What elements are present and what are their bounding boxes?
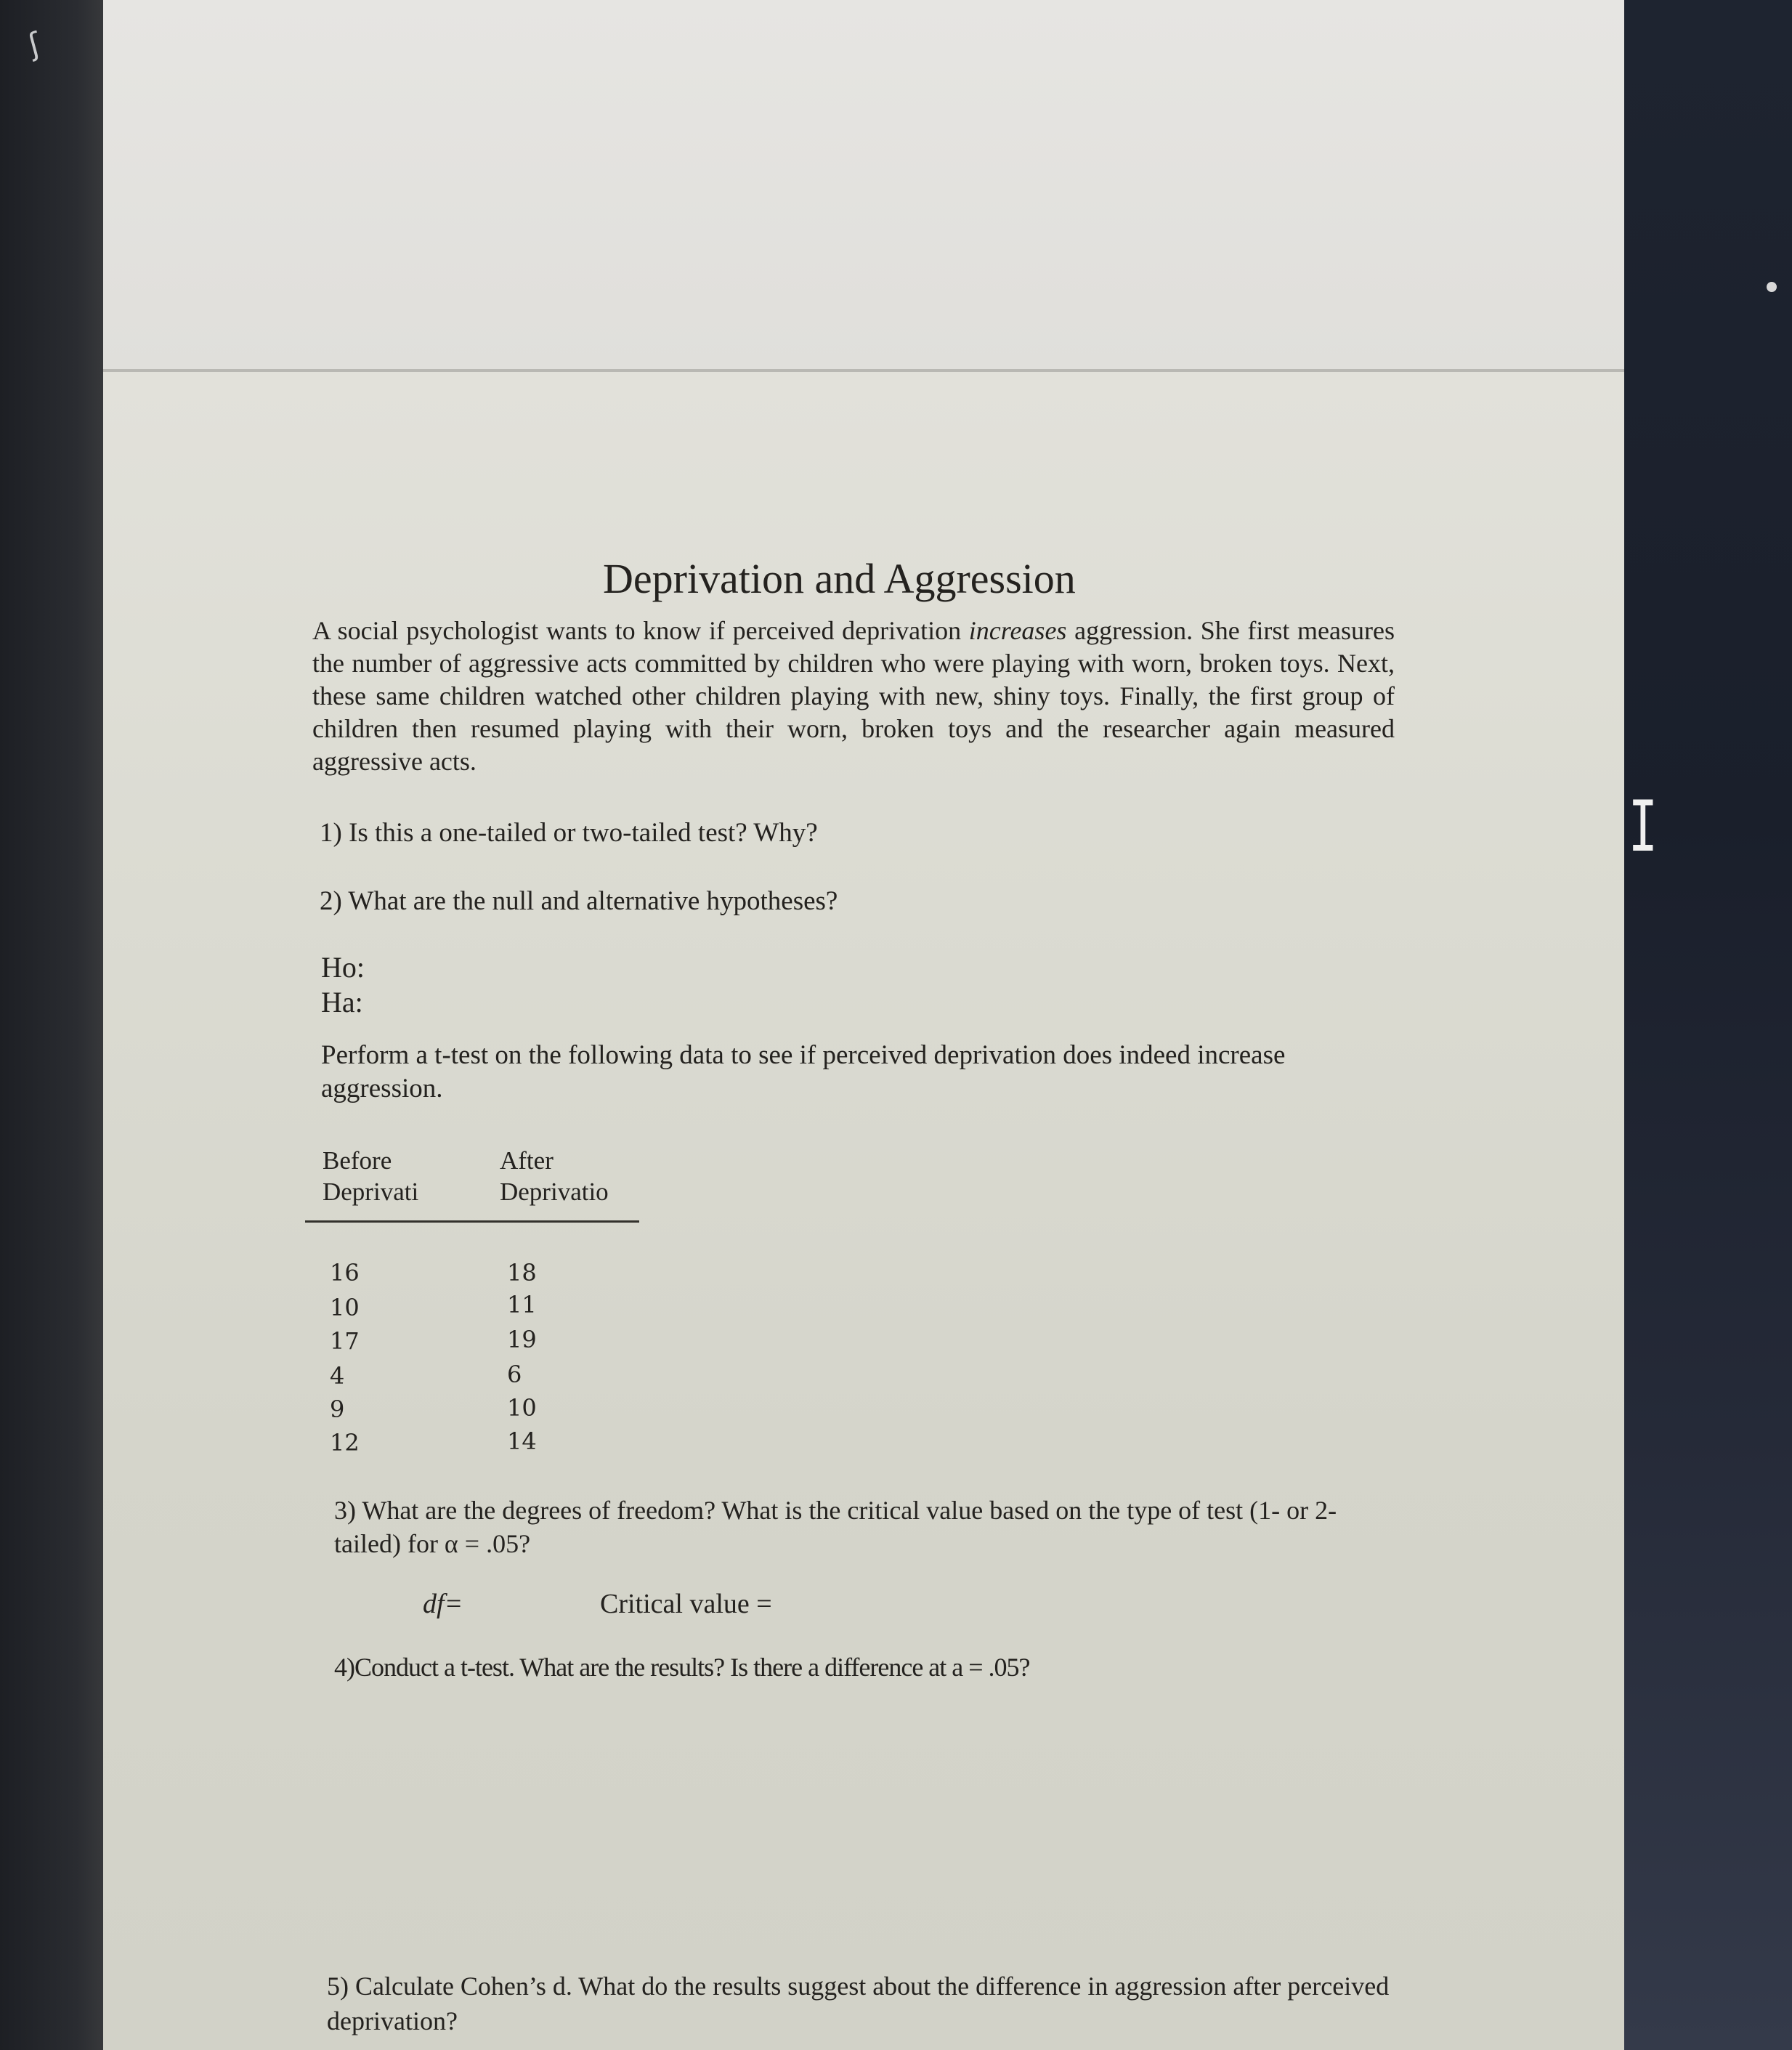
before-header-line-2: Deprivati [323, 1178, 419, 1206]
question-4: 4)Conduct a t-test. What are the results? Is there a difference at a = .05? [334, 1653, 1030, 1682]
table-cell-after: 18 [507, 1259, 537, 1287]
before-column-header [323, 1145, 418, 1207]
table-cell-before: 4 [330, 1362, 345, 1390]
intro-text-end: aggression. She first measures the number of aggressive acts committed by children who were playing with worn, broken toys. Next, these same children watched other children playing with new, shiny toys. Finally, the first group of children then resumed playing with their worn, broken toys and the researcher again measured aggressive acts. [312, 616, 1395, 776]
document-content [103, 0, 1624, 2050]
text-cursor-icon: I [1628, 786, 1658, 867]
intro-text-start: A social psychologist wants to know if perceived deprivation [312, 616, 969, 645]
alternative-hypothesis-label: Ha: [321, 986, 363, 1018]
table-cell-after: 14 [507, 1427, 537, 1455]
question-2: 2) What are the null and alternative hypotheses? [320, 886, 838, 916]
table-cell-after: 6 [507, 1361, 522, 1388]
camera-dot-icon [1767, 282, 1777, 292]
document-title: Deprivation and Aggression [603, 555, 1076, 602]
intro-emphasis: increases [968, 616, 1067, 645]
table-cell-before: 12 [330, 1429, 360, 1457]
table-cell-before: 9 [330, 1395, 345, 1423]
null-hypothesis-label: Ho: [321, 951, 365, 984]
before-header-line-1: Before [323, 1146, 392, 1175]
critical-value-label: Critical value = [600, 1589, 772, 1619]
after-header-line-1: After [500, 1146, 554, 1175]
question-1: 1) Is this a one-tailed or two-tailed test? Why? [320, 818, 818, 848]
intro-paragraph [312, 615, 1395, 778]
document-page [103, 0, 1624, 2050]
screen-bezel-left [0, 0, 109, 2050]
table-cell-after: 11 [507, 1291, 537, 1318]
perform-instructions: Perform a t-test on the following data to see if perceived deprivation does indeed increase aggression. [321, 1040, 1286, 1103]
question-5: 5) Calculate Cohen’s d. What do the results suggest about the difference in aggression after perceived deprivation? [327, 1972, 1390, 2035]
table-header-rule [305, 1220, 639, 1223]
table-cell-before: 10 [330, 1294, 360, 1321]
table-cell-before: 17 [330, 1327, 360, 1355]
table-cell-before: 16 [330, 1259, 360, 1287]
screen-bezel-right [1624, 0, 1792, 2050]
question-3: 3) What are the degrees of freedom? What is the critical value based on the type of test (1- or 2-tailed) for α = .05? [334, 1496, 1337, 1558]
df-label: df= [423, 1589, 463, 1619]
table-cell-after: 10 [507, 1394, 537, 1422]
back-gesture-icon[interactable]: ʃ [24, 25, 44, 62]
after-column-header [500, 1145, 609, 1207]
table-cell-after: 19 [507, 1326, 537, 1353]
after-header-line-2: Deprivatio [500, 1178, 609, 1206]
